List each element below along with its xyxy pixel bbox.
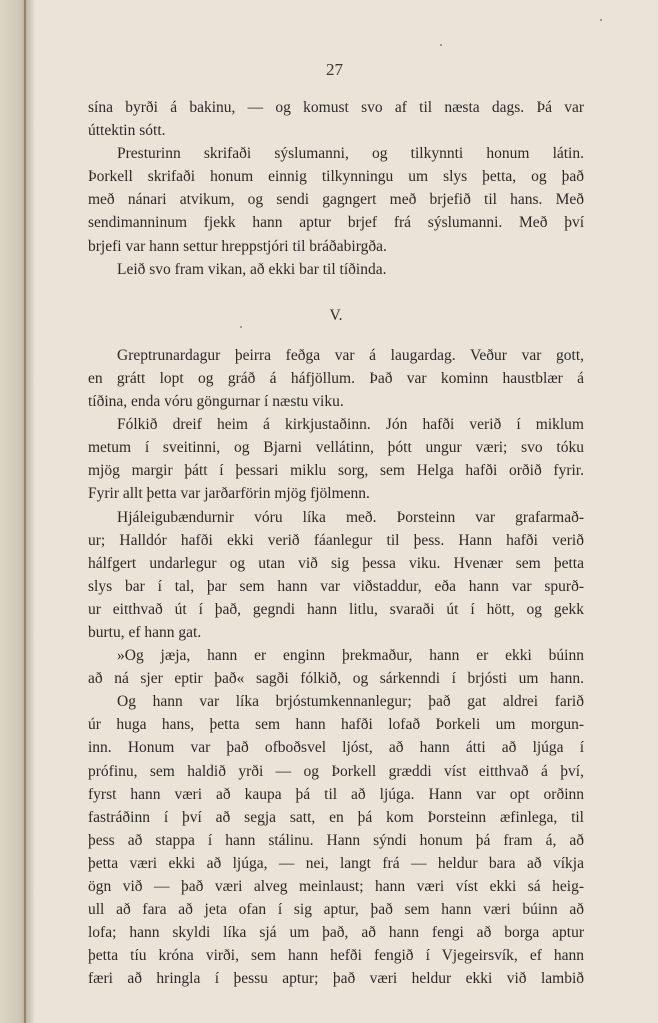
paper-speck (440, 44, 442, 46)
text-line: Presturinn skrifaði sýslumanni, og tilkynnti honum látin. (117, 145, 584, 163)
text-line: Fyrir allt þetta var jarðarförin mjög fjölmenn. (88, 485, 370, 503)
text-block-before-heading (88, 96, 584, 281)
text-line: Greptrunardagur þeirra feðga var á laugardag. Veður var gott, (117, 346, 584, 364)
text-line: »Og jæja, hann er enginn þrekmaður, hann er ekki búinn (117, 647, 584, 665)
text-line: Þorkell skrifaði honum einnig tilkynningu um slys þetta, og það (88, 168, 584, 186)
text-line: en grátt lopt og gráð á háfjöllum. Það var kominn haustblær á (88, 369, 584, 387)
text-line: mjög margir þátt í þessari miklu sorg, sem Helga hafði orðið fyrir. (88, 462, 584, 480)
book-spine-shadow (0, 0, 34, 1023)
book-gutter-line (24, 0, 26, 1023)
text-line: þess að stappa í hann stálinu. Hann sýndi honum þá fram á, að (88, 831, 584, 849)
text-line: Fólkið dreif heim á kirkjustaðinn. Jón hafði verið í miklum (117, 416, 584, 434)
text-block-after-heading (88, 344, 584, 991)
text-line: hálfgert undarlegur og utan við sig þessa viku. Hvenær sem þetta (88, 554, 584, 572)
text-line: inn. Honum var það ofboðsvel ljóst, að hann átti að ljúga í (88, 739, 584, 757)
text-line: þetta væri ekki að ljúga, — nei, langt frá — heldur bara að víkja (88, 854, 584, 872)
text-line: að ná sjer eptir það« sagði fólkið, og sárkenndi í brjósti um hann. (88, 670, 584, 688)
page-text (88, 96, 584, 990)
text-line: færi að hringla í þessu aptur; það væri heldur ekki við lambið (88, 970, 584, 988)
text-line: sína byrði á bakinu, — og komust svo af til næsta dags. Þá var (88, 99, 584, 116)
text-line: lofa; hann skyldi líka sjá um það, að hann fengi að borga aptur (88, 924, 584, 942)
text-line: sendimanninum fjekk hann aptur brjef frá sýslumanni. Með því (88, 214, 584, 232)
page-number: 27 (326, 60, 343, 79)
text-line: fyrst hann væri að kaupa þá til að ljúga. Hann var opt orðinn (88, 785, 584, 803)
text-line: ögn við — það væri alveg meinlaust; hann væri víst ekki sá heig- (88, 878, 584, 895)
text-line: með nánari atvikum, og sendi gagngert með brjefið til hans. Með (88, 191, 584, 209)
text-line: þetta tíu króna virði, sem hann hefði fengið í Vjegeirsvík, ef hann (88, 947, 584, 965)
text-line: fastráðinn í því að segja satt, en þá kom Þorsteinn æfinlega, til (88, 808, 584, 826)
text-line: slys bar í tal, þar sem hann var viðstaddur, eða hann var spurð- (88, 577, 584, 595)
chapter-heading: V. (329, 306, 343, 324)
text-line: ur; Halldór hafði ekki verið fáanlegur til þess. Hann hafði verið (88, 531, 584, 549)
text-line: Og hann var líka brjóstumkennanlegur; það gat aldrei farið (117, 693, 584, 711)
text-line: ull að fara að jeta ofan í sig aptur, það sem hann væri búinn að (88, 901, 584, 919)
text-line: brjefi var hann settur hreppstjóri til bráðabirgða. (88, 237, 387, 255)
text-line: úr huga hans, þetta sem hann hafði lofað Þorkeli um morgun- (88, 716, 584, 734)
text-line: úttektin sótt. (88, 122, 166, 140)
text-line: ur eitthvað út í það, gegndi hann litlu, svaraði út í hött, og gekk (88, 600, 584, 618)
text-line: Hjáleigubændurnir vóru líka með. Þorsteinn var grafarmað- (117, 508, 584, 526)
text-line: burtu, ef hann gat. (88, 623, 202, 641)
text-line: Leið svo fram vikan, að ekki bar til tíðinda. (117, 260, 387, 278)
text-line: tíðina, enda vóru göngurnar í næstu viku. (88, 393, 344, 411)
text-line: prófinu, sem haldið yrði — og Þorkell græddi víst eitthvað á því, (88, 762, 584, 780)
paper-speck (600, 19, 602, 21)
text-line: metum í sveitinni, og Bjarni vellátinn, þótt ungur væri; svo tóku (88, 439, 584, 457)
